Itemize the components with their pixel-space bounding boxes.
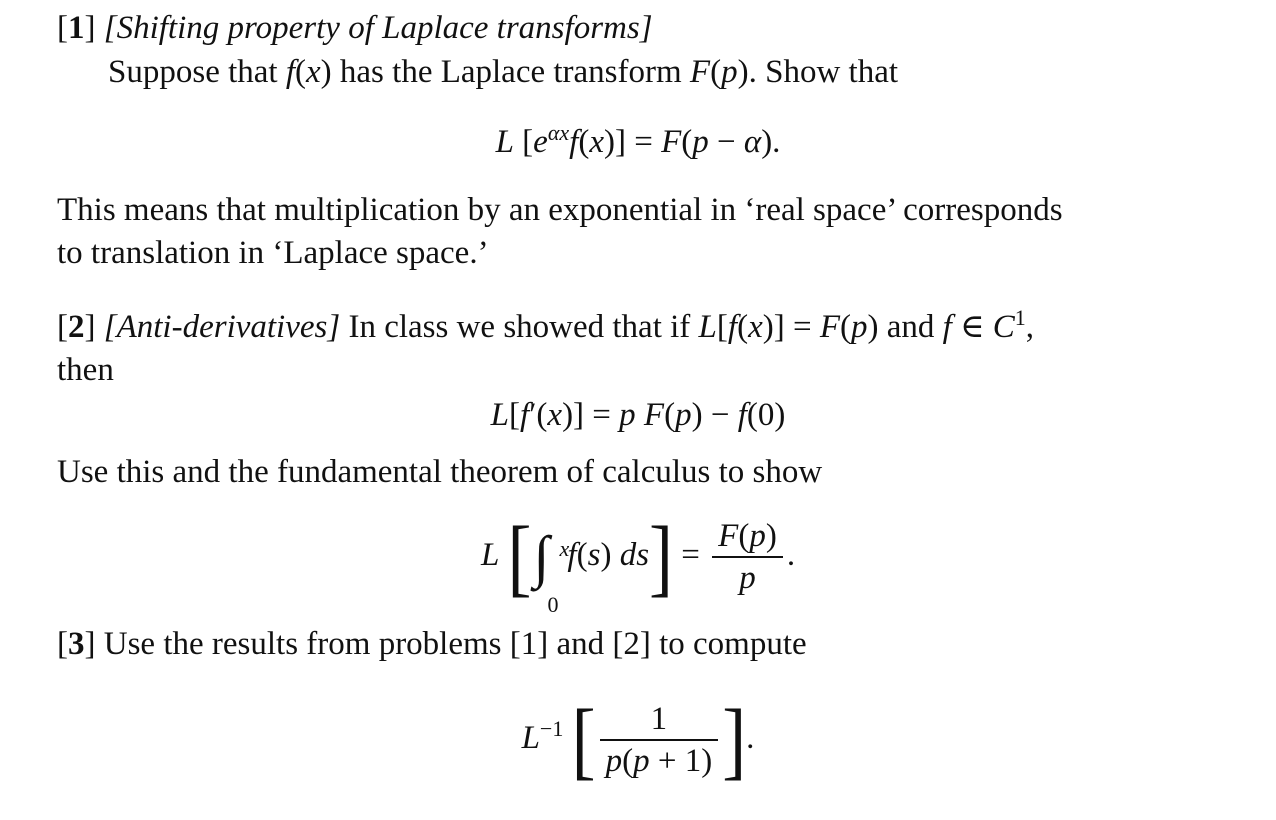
math-fx: f	[285, 54, 295, 90]
math-Fp: F	[689, 54, 711, 90]
problem-3-number: 3	[68, 626, 85, 662]
problem-2-then: then	[57, 352, 114, 388]
problem-2-title: Anti-derivatives	[116, 309, 328, 345]
problem-3-text: Use the results from problems [1] and [2] to compute	[103, 626, 807, 662]
statement-text: has the Laplace transform	[339, 54, 682, 90]
problem-2-heading: [2] [Anti-derivatives] In class we showed that if L[f(x)] = F(p) and f ∈ $C^1$,	[57, 305, 1035, 345]
statement-text: . Show that	[748, 54, 899, 90]
problem-2-number: 2	[68, 309, 85, 345]
explanation-line-1: This means that multiplication by an exponential in ‘real space’ corresponds	[57, 192, 1063, 228]
equation-inverse: $L^{-1}$ [ $\frac{1}{p(p + 1)}$ ].	[521, 692, 755, 789]
statement-text: In class we showed that if	[348, 309, 691, 345]
problem-1-number: 1	[68, 10, 85, 46]
statement-text: and	[886, 309, 935, 345]
problem-1-heading: [1] [Shifting property of Laplace transforms]	[57, 10, 653, 46]
problem-1-title: Shifting property of Laplace transforms	[116, 10, 640, 46]
problem-3-heading: [3] Use the results from problems [1] and [2] to compute	[57, 626, 807, 662]
statement-text: Suppose that	[108, 54, 278, 90]
problem-2-instruction: Use this and the fundamental theorem of calculus to show	[57, 454, 823, 490]
equation-derivative: L[f′(x)] = p F(p) − f(0)	[490, 397, 786, 433]
equation-shift: L $[e^{\alpha x}f(x)] = F(p - \alpha)$.	[495, 120, 781, 160]
equation-antiderivative: L [∫ x 0 f(s) ds] = $\frac{F(p)}{p}$ .	[480, 509, 796, 618]
problem-1-statement: Suppose that f(x) has the Laplace transform F(p). Show that	[108, 54, 899, 90]
explanation-line-2: to translation in ‘Laplace space.’	[57, 235, 489, 271]
